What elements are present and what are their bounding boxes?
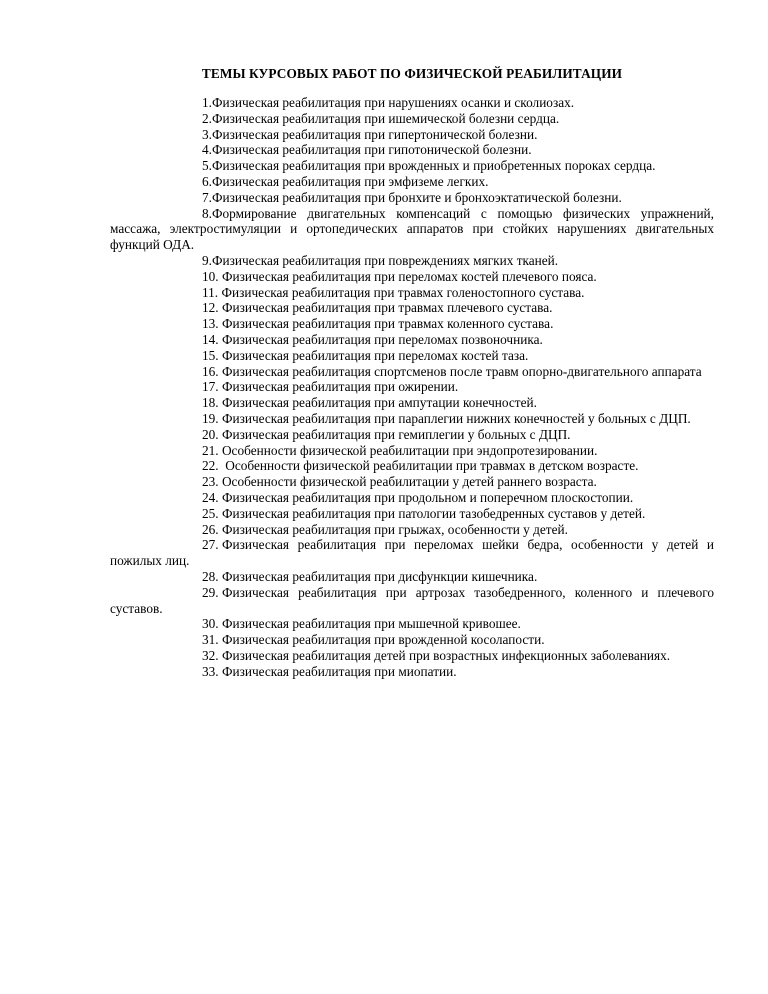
topic-item xyxy=(110,585,714,617)
topic-item xyxy=(110,206,714,253)
topic-item xyxy=(110,616,714,632)
topic-item xyxy=(110,348,714,364)
topic-text: Особенности физической реабилитации при эндопротезировании. xyxy=(221,442,598,458)
topic-item xyxy=(110,490,714,506)
topic-text: Физическая реабилитация при гипертонической болезни. xyxy=(211,126,538,142)
topic-text: Физическая реабилитация при переломах позвоночника. xyxy=(221,331,543,347)
topic-item xyxy=(110,269,714,285)
topic-text: Физическая реабилитация при бронхите и бронхоэктатической болезни. xyxy=(211,189,622,205)
topic-number: 11. xyxy=(202,284,222,300)
topic-number: 20. xyxy=(202,426,222,442)
topic-item xyxy=(110,569,714,585)
topic-item xyxy=(110,474,714,490)
topic-text: Физическая реабилитация детей при возрастных инфекционных заболеваниях. xyxy=(221,647,671,663)
topic-number: 7. xyxy=(202,189,212,205)
topic-text: Физическая реабилитация при параплегии нижних конечностей у больных с ДЦП. xyxy=(221,410,691,426)
topic-list xyxy=(110,95,714,679)
topic-number: 31. xyxy=(202,632,222,648)
topic-text: Физическая реабилитация при эмфиземе легких. xyxy=(211,173,489,189)
topic-text: Физическая реабилитация при повреждениях мягких тканей. xyxy=(211,252,559,268)
topic-number: 16. xyxy=(202,363,222,379)
topic-text: Физическая реабилитация при артрозах тазобедренного, коленного и плечевого суставов. xyxy=(110,584,714,616)
topic-item xyxy=(110,316,714,332)
topic-text: Физическая реабилитация при травмах плечевого сустава. xyxy=(221,300,553,316)
topic-item xyxy=(110,300,714,316)
topic-item xyxy=(110,506,714,522)
topic-number: 5. xyxy=(202,158,212,174)
document-page xyxy=(110,66,714,679)
topic-text: Физическая реабилитация при миопатии. xyxy=(221,663,457,679)
topic-item xyxy=(110,648,714,664)
topic-number: 9. xyxy=(202,252,212,268)
topic-item xyxy=(110,127,714,143)
topic-text: Особенности физической реабилитации у детей раннего возраста. xyxy=(221,474,597,490)
topic-number: 24. xyxy=(202,489,222,505)
topic-number: 15. xyxy=(202,347,222,363)
topic-item xyxy=(110,174,714,190)
topic-item xyxy=(110,427,714,443)
topic-number: 32. xyxy=(202,647,222,663)
topic-text: Физическая реабилитация при грыжах, особенности у детей. xyxy=(221,521,568,537)
topic-text: Физическая реабилитация при ампутации конечностей. xyxy=(221,395,537,411)
topic-item xyxy=(110,253,714,269)
topic-text: Физическая реабилитация при врожденных и приобретенных пороках сердца. xyxy=(211,158,656,174)
document-title: ТЕМЫ КУРСОВЫХ РАБОТ ПО ФИЗИЧЕСКОЙ РЕАБИЛИТАЦИИ xyxy=(201,66,623,81)
topic-number: 10. xyxy=(202,268,222,284)
topic-number: 22. xyxy=(202,458,226,474)
topic-text: Физическая реабилитация при переломах костей плечевого пояса. xyxy=(221,268,597,284)
topic-number: 1. xyxy=(202,95,212,110)
topic-item xyxy=(110,395,714,411)
topic-text: Физическая реабилитация при ишемической болезни сердца. xyxy=(211,110,560,126)
topic-number: 13. xyxy=(202,316,222,332)
topic-number: 2. xyxy=(202,110,212,126)
topic-item xyxy=(110,443,714,459)
topic-item xyxy=(110,364,714,380)
topic-item xyxy=(110,190,714,206)
topic-text: Формирование двигательных компенсаций с помощью физических упражнений, массажа, электростимуляции и ортопедических аппаратов при стойких нарушениях двигательных функций ОДА. xyxy=(110,205,714,253)
topic-number: 21. xyxy=(202,442,222,458)
topic-number: 33. xyxy=(202,663,222,679)
topic-item xyxy=(110,95,714,111)
topic-text: Физическая реабилитация при нарушениях осанки и сколиозах. xyxy=(211,95,575,110)
topic-item xyxy=(110,142,714,158)
topic-item xyxy=(110,158,714,174)
topic-item xyxy=(110,379,714,395)
topic-number: 30. xyxy=(202,616,222,632)
topic-item xyxy=(110,522,714,538)
topic-number: 6. xyxy=(202,173,212,189)
topic-item xyxy=(110,664,714,680)
topic-item xyxy=(110,111,714,127)
topic-text: Физическая реабилитация при мышечной кривошее. xyxy=(221,616,521,632)
topic-text: Физическая реабилитация при переломах шейки бедра, особенности у детей и пожилых лиц. xyxy=(110,537,714,569)
topic-number: 25. xyxy=(202,505,222,521)
topic-text: Физическая реабилитация при ожирении. xyxy=(221,379,459,395)
topic-text: Физическая реабилитация при продольном и поперечном плоскостопии. xyxy=(221,489,634,505)
topic-number: 18. xyxy=(202,395,222,411)
topic-number: 27. xyxy=(202,537,222,553)
topic-number: 19. xyxy=(202,410,222,426)
topic-text: Физическая реабилитация при врожденной косолапости. xyxy=(221,632,545,648)
topic-text: Физическая реабилитация при переломах костей таза. xyxy=(221,347,529,363)
topic-text: Физическая реабилитация при травмах коленного сустава. xyxy=(221,316,554,332)
topic-number: 14. xyxy=(202,331,222,347)
topic-number: 8. xyxy=(202,205,212,221)
topic-number: 23. xyxy=(202,474,222,490)
topic-item xyxy=(110,458,714,474)
topic-text: Физическая реабилитация при дисфункции кишечника. xyxy=(221,568,538,584)
topic-item xyxy=(110,537,714,569)
topic-number: 29. xyxy=(202,584,222,600)
topic-item xyxy=(110,332,714,348)
topic-text: Физическая реабилитация при патологии тазобедренных суставов у детей. xyxy=(221,505,646,521)
topic-number: 17. xyxy=(202,379,222,395)
topic-text: Физическая реабилитация спортсменов после травм опорно-двигательного аппарата xyxy=(221,363,702,379)
topic-text: Особенности физической реабилитации при травмах в детском возрасте. xyxy=(225,458,639,474)
topic-text: Физическая реабилитация при гипотонической болезни. xyxy=(211,142,532,158)
topic-number: 4. xyxy=(202,142,212,158)
topic-number: 28. xyxy=(202,568,222,584)
topic-item xyxy=(110,411,714,427)
topic-text: Физическая реабилитация при травмах голеностопного сустава. xyxy=(221,284,585,300)
topic-text: Физическая реабилитация при гемиплегии у больных с ДЦП. xyxy=(221,426,571,442)
topic-item xyxy=(110,285,714,301)
topic-number: 26. xyxy=(202,521,222,537)
topic-number: 3. xyxy=(202,126,212,142)
topic-number: 12. xyxy=(202,300,222,316)
topic-item xyxy=(110,632,714,648)
